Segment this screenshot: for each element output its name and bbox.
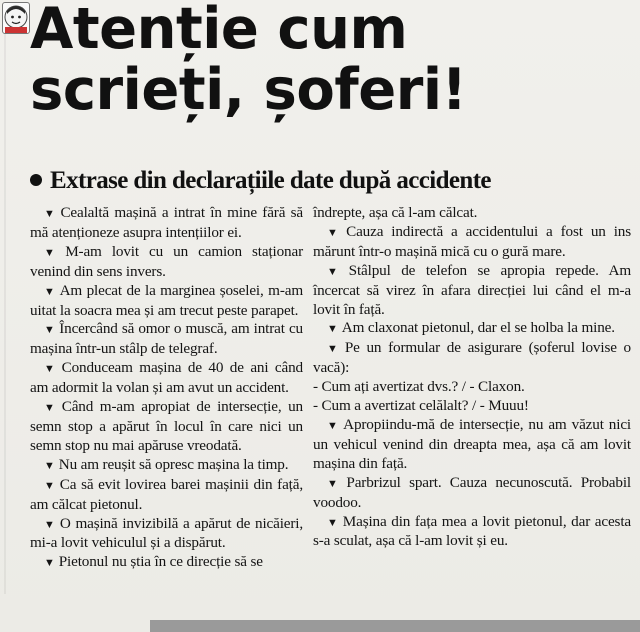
- list-item: ▼ Pe un formular de asigurare (șoferul lovise o vacă):: [313, 339, 631, 377]
- headline-line-2: scrieți, șoferi!: [30, 56, 467, 124]
- article-subheading: [30, 166, 491, 196]
- triangle-bullet-icon: ▼: [44, 363, 58, 376]
- continued-text: îndrepte, așa că l-am călcat.: [313, 204, 478, 221]
- list-item: ▼ Am plecat de la marginea șoselei, m-am uitat la soacra mea și am trecut peste parapet.: [30, 281, 303, 319]
- triangle-bullet-icon: ▼: [44, 518, 56, 531]
- triangle-bullet-icon: ▼: [44, 246, 62, 259]
- triangle-bullet-icon: ▼: [44, 479, 56, 492]
- right-column: [313, 204, 631, 551]
- triangle-bullet-icon: ▼: [44, 557, 55, 570]
- list-item: ▼ Am claxonat pietonul, dar el se holba la mine.: [327, 319, 615, 337]
- triangle-bullet-icon: ▼: [44, 208, 57, 220]
- cartoon-face-icon: [2, 2, 30, 34]
- triangle-bullet-icon: ▼: [327, 265, 345, 278]
- list-item: ▼ Apropiindu-mă de intersecție, nu am văzut nici un vehicul venind din dreapta mea, așa că am lovit mașina din față.: [313, 415, 631, 472]
- list-item: ▼ Ca să evit lovirea barei mașinii din față, am călcat pietonul.: [30, 475, 303, 513]
- triangle-bullet-icon: ▼: [44, 402, 58, 415]
- list-item: ▼ Pietonul nu știa în ce direcție să se: [44, 553, 263, 571]
- triangle-bullet-icon: ▼: [327, 226, 343, 239]
- headline-line-1: Atenție cum: [30, 0, 408, 63]
- list-item: ▼ Nu am reușit să opresc mașina la timp.: [44, 455, 289, 473]
- triangle-bullet-icon: ▼: [327, 477, 343, 490]
- list-item: ▼ Conduceam mașina de 40 de ani când am adormit la volan și am avut un accident.: [30, 359, 303, 397]
- scan-edge-shadow: [150, 620, 640, 632]
- list-item: ▼ Stâlpul de telefon se apropia repede. Am încercat să virez în afara direcției lui când el m-a lovit în față.: [313, 261, 631, 318]
- triangle-bullet-icon: ▼: [44, 459, 55, 472]
- triangle-bullet-icon: ▼: [327, 516, 339, 529]
- dialog-line: - Cum a avertizat celălalt? / - Muuu!: [313, 397, 529, 415]
- bullet-dot-icon: [30, 174, 42, 186]
- triangle-bullet-icon: ▼: [327, 343, 341, 356]
- article-headline: [30, 0, 636, 124]
- fold-shadow: [4, 34, 6, 594]
- triangle-bullet-icon: ▼: [327, 323, 338, 336]
- dialog-line: - Cum ați avertizat dvs.? / - Claxon.: [313, 378, 525, 396]
- subheading-text: Extrase din declarațiile date după accidente: [50, 167, 491, 194]
- list-item: ▼ M-am lovit cu un camion staționar venind din sens invers.: [30, 242, 303, 280]
- triangle-bullet-icon: ▼: [44, 285, 56, 298]
- triangle-bullet-icon: ▼: [44, 324, 56, 337]
- list-item: ▼ O mașină invizibilă a apărut de nicăieri, mi-a lovit vehiculul și a dispărut.: [30, 514, 303, 552]
- list-item: ▼ Când m-am apropiat de intersecție, un semn stop a apărut în locul în care nici un semn stop nu mai apăruse vreodată.: [30, 398, 303, 454]
- list-item: ▼ Mașina din fața mea a lovit pietonul, dar acesta s-a sculat, așa că l-am lovit și eu.: [313, 512, 631, 550]
- list-item: ▼ Încercând să omor o muscă, am intrat cu mașina într-un stâlp de telegraf.: [30, 320, 303, 358]
- left-column: [30, 204, 303, 573]
- list-item: ▼ Cealaltă mașină a intrat în mine fără să mă atenționeze asupra intențiilor ei.: [30, 204, 303, 241]
- list-item: ▼ Parbrizul spart. Cauza necunoscută. Probabil voodoo.: [313, 473, 631, 511]
- list-item: ▼ Cauza indirectă a accidentului a fost un ins mărunt într-o mașină mică cu o gură mare.: [313, 222, 631, 260]
- triangle-bullet-icon: ▼: [327, 419, 340, 432]
